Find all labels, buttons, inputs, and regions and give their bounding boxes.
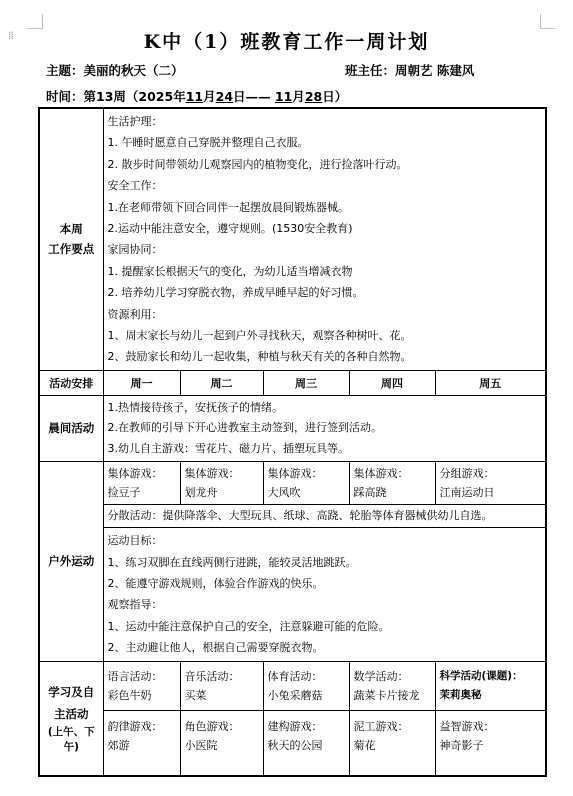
time-text: 日）	[322, 89, 348, 104]
game-name: 神奇影子	[439, 738, 484, 752]
focus-line: 资源利用：	[107, 307, 163, 321]
focus-line: 2. 培养幼儿学习穿脱衣物，养成早睡早起的好习惯。	[107, 286, 364, 300]
game-name: 江南运动日	[439, 486, 495, 500]
activity-type: 语言活动：	[107, 669, 163, 683]
activity-name: 彩色牛奶	[107, 688, 152, 702]
study-activity	[103, 661, 180, 710]
activity-name: 小兔采蘑菇	[267, 688, 323, 702]
focus-content	[103, 108, 546, 370]
study-label-line: 午)	[63, 741, 79, 754]
activity-type: 体育活动：	[267, 669, 323, 683]
outdoor-note-line: 观察指导：	[107, 598, 163, 612]
game-type: 集体游戏：	[353, 467, 409, 481]
day-header: 周一	[103, 370, 180, 395]
day-header: 周三	[263, 370, 349, 395]
game-name: 秋天的公园	[267, 738, 323, 752]
focus-line: 家园协同：	[107, 243, 163, 257]
study-activity	[349, 661, 435, 710]
teacher-line	[345, 61, 474, 79]
outdoor-note-line: 2、主动避让他人，根据自己需要穿脱衣物。	[107, 641, 324, 655]
weekly-plan-table	[38, 107, 547, 777]
focus-line: 1.在老师带领下回合同伴一起摆放晨间锻炼器械。	[107, 200, 349, 214]
game-type: 泥工游戏：	[353, 719, 409, 733]
focus-line: 1. 午睡时愿意自己穿脱并整理自己衣服。	[107, 136, 309, 150]
outdoor-game	[180, 462, 263, 505]
morning-label: 晨间活动	[39, 395, 103, 462]
drag-handle-icon[interactable]: ⁞⁞	[8, 29, 13, 42]
morning-line: 1.热情接待孩子，安抚孩子的情绪。	[107, 400, 283, 414]
theme-label: 主题：	[46, 63, 84, 78]
game-name: 踩高跷	[353, 486, 387, 500]
activity-type: 数学活动：	[353, 669, 409, 683]
study-label	[39, 661, 103, 776]
study-game	[103, 710, 180, 776]
outdoor-game	[435, 462, 546, 505]
study-game	[263, 710, 349, 776]
outdoor-games-row	[39, 462, 546, 505]
game-type: 集体游戏：	[267, 467, 323, 481]
focus-line: 1. 提醒家长根据天气的变化，为幼儿适当增减衣物	[107, 264, 353, 278]
activity-type: 音乐活动：	[184, 669, 240, 683]
study-label-line: 学习及自	[48, 685, 95, 700]
study-activity	[180, 661, 263, 710]
game-type: 韵律游戏：	[107, 719, 163, 733]
outdoor-game	[103, 462, 180, 505]
study-label-line: (上午、下	[47, 726, 95, 739]
game-name: 菊花	[353, 738, 376, 752]
outdoor-scatter-row	[39, 505, 546, 528]
outdoor-label: 户外运动	[39, 462, 103, 661]
outdoor-note-line: 1、运动中能注意保护自己的安全，注意躲避可能的危险。	[107, 619, 390, 633]
activity-name: 茉莉奥秘	[439, 688, 482, 701]
game-name: 捡豆子	[107, 486, 141, 500]
morning-line: 3.幼儿自主游戏：雪花片、磁力片、插塑玩具等。	[107, 441, 349, 455]
outdoor-notes-row	[39, 528, 546, 661]
focus-line: 1、周末家长与幼儿一起到户外寻找秋天，观察各种树叶、花。	[107, 328, 412, 342]
outdoor-notes	[103, 528, 546, 661]
game-name: 郊游	[107, 738, 130, 752]
study-game	[180, 710, 263, 776]
focus-line: 2.运动中能注意安全，遵守规则。(1530安全教育)	[107, 221, 353, 235]
page-title: K中（1）班教育工作一周计划	[143, 31, 430, 53]
activity-type: 科学活动(课题)：	[439, 669, 523, 682]
teacher-value: 周朝艺 陈建风	[395, 63, 475, 78]
focus-line: 生活护理：	[107, 115, 163, 128]
time-week: 第13周（2025年	[83, 89, 186, 104]
day-header: 周二	[180, 370, 263, 395]
activity-name: 蔬菜卡片接龙	[353, 688, 420, 702]
time-end-month: 11	[274, 89, 293, 104]
game-type: 建构游戏：	[267, 719, 323, 733]
study-activity	[263, 661, 349, 710]
schedule-header-row	[39, 370, 546, 395]
game-type: 集体游戏：	[184, 467, 240, 481]
game-name: 小医院	[184, 738, 218, 752]
outdoor-note-line: 1、练习双脚在直线两侧行进跳，能较灵活地跳跃。	[107, 555, 357, 569]
schedule-label: 活动安排	[39, 370, 103, 395]
day-header: 周四	[349, 370, 435, 395]
study-game	[349, 710, 435, 776]
focus-label	[39, 108, 103, 370]
focus-line: 安全工作：	[107, 179, 163, 193]
study-row-1	[39, 661, 546, 710]
study-activity-science	[435, 661, 546, 710]
game-type: 角色游戏：	[184, 719, 240, 733]
study-game	[435, 710, 546, 776]
activity-name: 买菜	[184, 688, 207, 702]
time-start-month: 11	[185, 89, 204, 104]
morning-line: 2.在教师的引导下开心进教室主动签到，进行签到活动。	[107, 421, 382, 435]
time-line	[46, 87, 347, 105]
teacher-label: 班主任：	[345, 63, 396, 78]
time-start-day: 24	[215, 89, 234, 104]
focus-row	[39, 108, 546, 370]
focus-line: 2、鼓励家长和幼儿一起收集，种植与秋天有关的各种自然物。	[107, 350, 412, 364]
time-text: 日——	[233, 89, 275, 104]
outdoor-note-line: 2、能遵守游戏规则，体验合作游戏的快乐。	[107, 576, 324, 590]
time-label: 时间：	[46, 89, 84, 104]
theme-value: 美丽的秋天（二）	[83, 63, 184, 78]
study-row-2	[39, 710, 546, 776]
study-label-line: 主活动	[54, 707, 89, 722]
outdoor-game	[263, 462, 349, 505]
game-name: 划龙舟	[184, 486, 218, 500]
time-text: 月	[203, 89, 216, 104]
focus-label-line: 本周	[59, 222, 83, 237]
day-header: 周五	[435, 370, 546, 395]
game-type: 集体游戏：	[107, 467, 163, 481]
morning-row	[39, 395, 546, 462]
morning-content	[103, 395, 546, 462]
time-end-day: 28	[304, 89, 323, 104]
focus-label-line: 工作要点	[48, 242, 95, 257]
game-type: 益智游戏：	[439, 719, 495, 733]
theme-line	[46, 61, 184, 79]
time-text: 月	[292, 89, 305, 104]
game-name: 大风吹	[267, 486, 301, 500]
outdoor-note-line: 运动目标：	[107, 534, 163, 548]
outdoor-scatter: 分散活动：提供降落伞、大型玩具、纸球、高跷、轮胎等体育器械供幼儿自选。	[103, 505, 546, 528]
outdoor-game	[349, 462, 435, 505]
game-type: 分组游戏：	[439, 467, 495, 481]
focus-line: 2. 散步时间带领幼儿观察园内的植物变化，进行捡落叶行动。	[107, 157, 408, 171]
